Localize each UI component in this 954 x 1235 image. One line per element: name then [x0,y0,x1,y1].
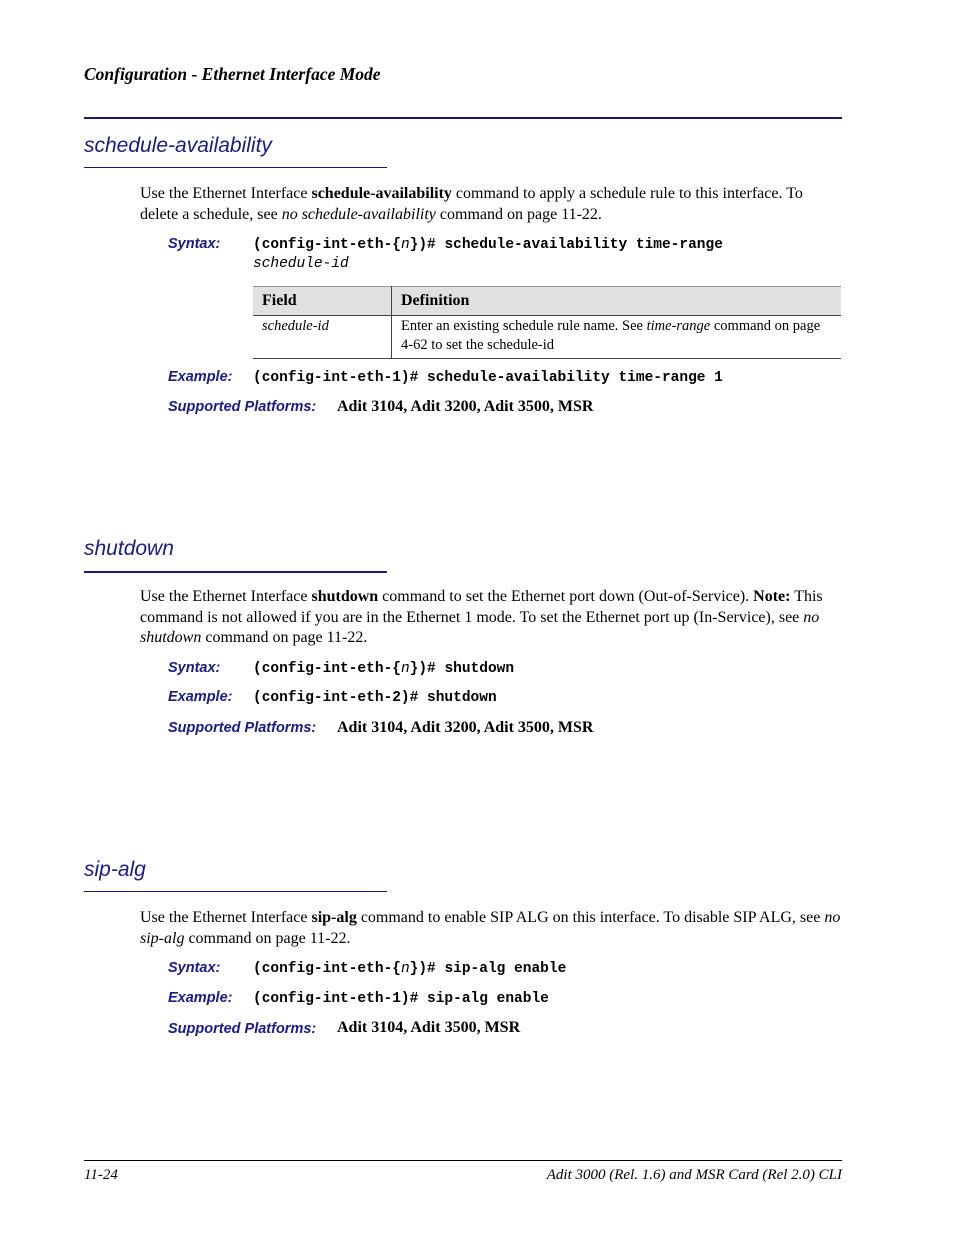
section-rule [84,891,387,892]
syntax-label: Syntax: [168,660,221,676]
section-title: shutdown [84,537,174,560]
cross-reference: no shutdown [140,608,820,646]
syntax-line-2: schedule-id [253,256,349,272]
example-label: Example: [168,689,233,705]
table-cell-definition: Enter an existing schedule rule name. See time-range command on page 4-62 to set the schedule-id [392,316,842,359]
page-number: 11-24 [84,1167,118,1183]
section-title: sip-alg [84,858,146,881]
section-description: Use the Ethernet Interface sip-alg command to enable SIP ALG on this interface. To disable SIP ALG, see no sip-alg command on page 11-22. [140,909,841,947]
table-row [253,316,841,359]
section-description: Use the Ethernet Interface schedule-availability command to apply a schedule rule to this interface. To delete a schedule, see no schedule-availability command on page 11-22. [140,185,803,223]
platforms-label: Supported Platforms: [168,720,317,736]
field-definition-table [253,286,841,359]
command-name: schedule-availability [311,185,452,202]
example-label: Example: [168,990,233,1006]
cross-reference: no sip-alg [140,909,841,947]
section-rule [84,167,387,168]
table-header-row [253,287,841,316]
running-header: Configuration - Ethernet Interface Mode [84,64,381,84]
table-header-definition: Definition [392,287,842,316]
platforms-value: Adit 3104, Adit 3200, Adit 3500, MSR [337,719,594,736]
section-rule [84,571,387,573]
cross-reference: time-range [646,318,711,334]
syntax-line: (config-int-eth-{n})# schedule-availability time-range [253,237,723,253]
note-label: Note: [753,588,791,605]
platforms-value: Adit 3104, Adit 3500, MSR [337,1019,521,1036]
header-rule [84,117,842,119]
table-cell-field: schedule-id [253,316,392,359]
cross-reference: no schedule-availability [281,205,436,223]
section-description: Use the Ethernet Interface shutdown command to set the Ethernet port down (Out-of-Service). Note: This command is not allowed if you are in the Ethernet 1 mode. To set the Ethernet port up (In-Service), see no shutdown command on page 11-22. [140,588,823,646]
example-label: Example: [168,369,233,385]
syntax-label: Syntax: [168,960,221,976]
document-title: Adit 3000 (Rel. 1.6) and MSR Card (Rel 2.0) CLI [546,1167,842,1183]
platforms-label: Supported Platforms: [168,1021,317,1037]
command-name: shutdown [311,588,379,605]
example-line: (config-int-eth-2)# shutdown [253,690,497,706]
syntax-line: (config-int-eth-{n})# shutdown [253,661,515,677]
platforms-value: Adit 3104, Adit 3200, Adit 3500, MSR [337,398,594,415]
example-line: (config-int-eth-1)# sip-alg enable [253,991,549,1007]
section-title: schedule-availability [84,134,272,157]
syntax-line: (config-int-eth-{n})# sip-alg enable [253,961,567,977]
example-line: (config-int-eth-1)# schedule-availability time-range 1 [253,370,723,386]
table-header-field: Field [253,287,392,316]
platforms-label: Supported Platforms: [168,399,317,415]
command-name: sip-alg [311,909,357,926]
footer-rule [84,1160,842,1161]
syntax-label: Syntax: [168,236,221,252]
